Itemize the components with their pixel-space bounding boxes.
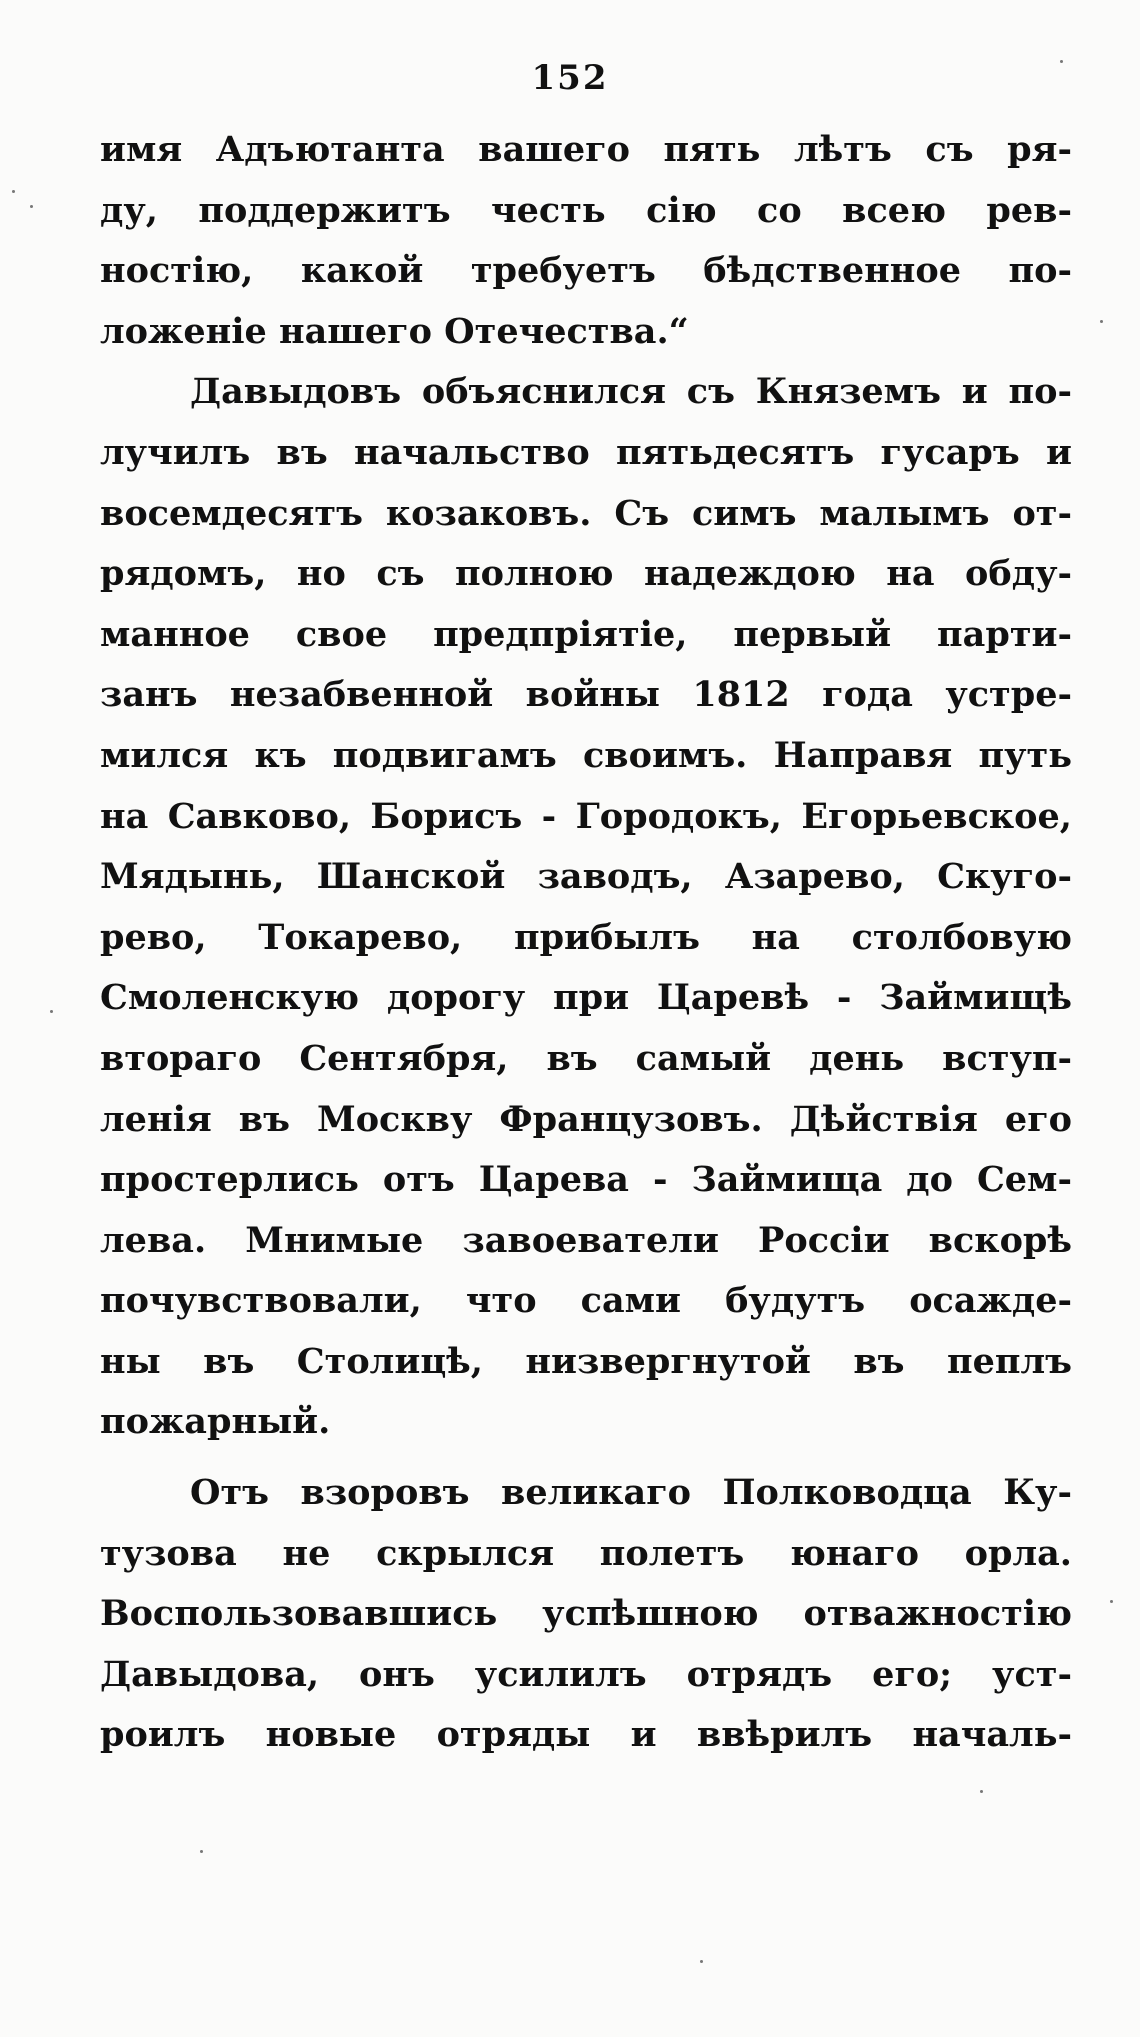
text-line: мился къ подвигамъ своимъ. Направя путь	[100, 734, 1072, 776]
paper-speck	[700, 1960, 703, 1963]
text-line: тузова не скрылся полетъ юнаго орла.	[100, 1532, 1072, 1574]
text-line: манное свое предпріятіе, первый парти-	[100, 613, 1072, 655]
paper-speck	[30, 205, 33, 208]
text-line: Смоленскую дорогу при Царевѣ - Займищѣ	[100, 977, 1072, 1019]
paper-speck	[1110, 1600, 1113, 1603]
paper-speck	[980, 1790, 983, 1793]
text-line: лева. Мнимые завоеватели Россіи вскорѣ	[100, 1219, 1072, 1261]
text-line: рядомъ, но съ полною надеждою на обду-	[100, 553, 1072, 595]
body-text	[100, 120, 1072, 1766]
paper-speck	[200, 1850, 203, 1853]
paper-speck	[1100, 320, 1103, 323]
text-line: лучилъ въ начальство пятьдесятъ гусаръ и	[100, 431, 1072, 473]
text-line: ложеніе нашего Отечества.“	[100, 310, 689, 352]
text-line: имя Адъютанта вашего пять лѣтъ съ ря-	[100, 129, 1072, 170]
text-line: Давыдовъ объяснился съ Княземъ и по-	[190, 371, 1072, 413]
text-line: занъ незабвенной войны 1812 года устре-	[100, 674, 1072, 716]
text-line: на Савково, Борисъ - Городокъ, Егорьевское,	[100, 795, 1072, 837]
text-line: рево, Токарево, прибылъ на столбовую	[100, 916, 1072, 958]
paper-speck	[50, 1010, 53, 1013]
text-line: втораго Сентября, въ самый день вступ-	[100, 1037, 1072, 1079]
text-line: Давыдова, онъ усилилъ отрядъ его; уст-	[100, 1653, 1072, 1695]
text-line: Отъ взоровъ великаго Полководца Ку-	[190, 1472, 1072, 1514]
text-line: простерлись отъ Царева - Займища до Сем-	[100, 1159, 1072, 1201]
page-number: 152	[531, 58, 609, 98]
paper-speck	[12, 190, 15, 193]
text-line: ностію, какой требуетъ бѣдственное по-	[100, 250, 1072, 292]
text-line: восемдесятъ козаковъ. Съ симъ малымъ от-	[100, 492, 1072, 534]
text-line: почувствовали, что сами будутъ осажде-	[100, 1280, 1072, 1322]
text-line: ны въ Столицѣ, низвергнутой въ пеплъ	[100, 1340, 1072, 1382]
text-line: пожарный.	[100, 1401, 331, 1443]
paper-speck	[1060, 60, 1063, 63]
text-line: Воспользовавшись успѣшною отважностію	[100, 1593, 1072, 1635]
text-line: ду, поддержитъ честь сію со всею рев-	[100, 189, 1072, 231]
text-line: ленія въ Москву Французовъ. Дѣйствія его	[100, 1098, 1072, 1140]
text-line: роилъ новые отряды и ввѣрилъ началь-	[100, 1714, 1072, 1756]
text-line: Мядынь, Шанской заводъ, Азарево, Скуго-	[100, 856, 1072, 898]
